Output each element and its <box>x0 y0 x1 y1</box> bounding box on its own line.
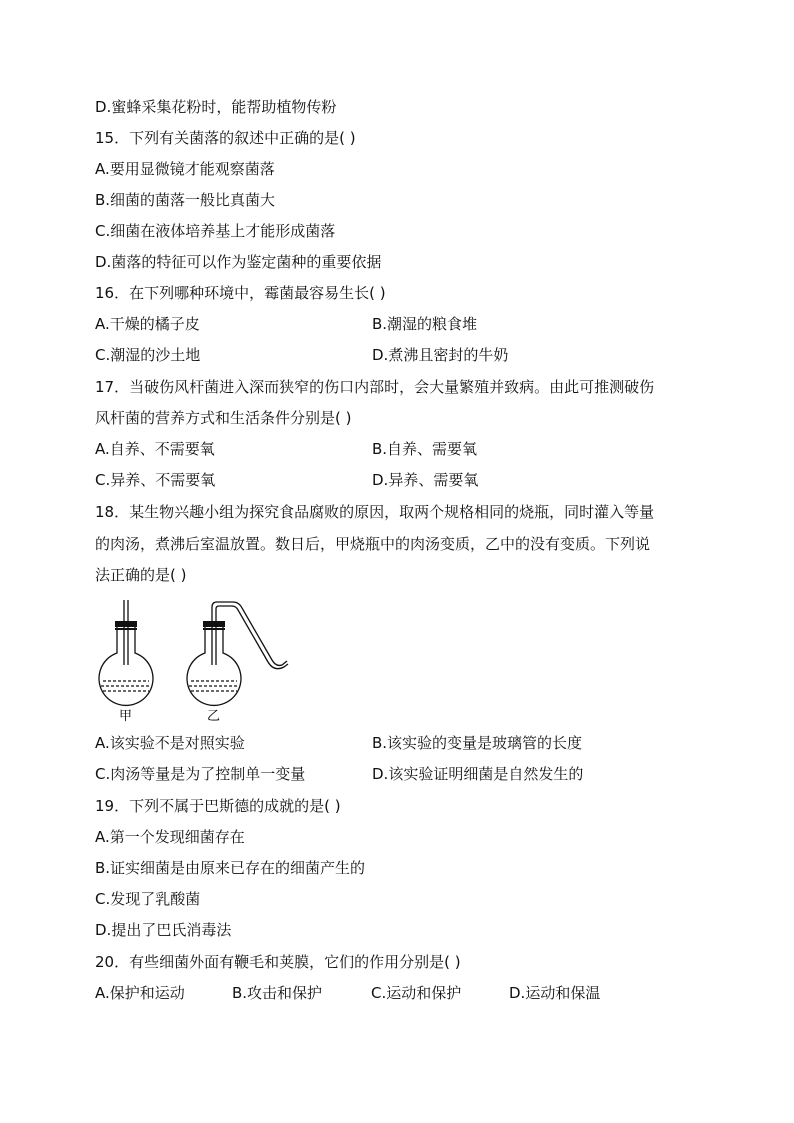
q17-stem-line1: 17．当破伤风杆菌进入深而狭窄的伤口内部时，会大量繁殖并致病。由此可推测破伤 <box>95 378 655 396</box>
q18-stem-line2: 的肉汤，煮沸后室温放置。数日后，甲烧瓶中的肉汤变质，乙中的没有变质。下列说 <box>95 535 651 553</box>
q17-option-b: B.自养、需要氧 <box>372 440 478 458</box>
q16-option-c: C.潮湿的沙土地 <box>95 346 201 364</box>
q15-option-c: C.细菌在液体培养基上才能形成菌落 <box>95 222 336 240</box>
q16-option-a: A.干燥的橘子皮 <box>95 315 200 333</box>
q15-option-d: D.菌落的特征可以作为鉴定菌种的重要依据 <box>95 253 382 271</box>
q18-option-b: B.该实验的变量是玻璃管的长度 <box>372 734 583 752</box>
q19-stem: 19．下列不属于巴斯德的成就的是( ) <box>95 797 341 815</box>
q19-option-a: A.第一个发现细菌存在 <box>95 828 245 846</box>
q18-options-row1 <box>95 733 715 753</box>
q16-options-row1 <box>95 314 715 334</box>
q20-option-b: B.攻击和保护 <box>232 984 323 1002</box>
flask-jia <box>99 600 153 705</box>
flask-yi <box>187 602 288 705</box>
q18-option-d: D.该实验证明细菌是自然发生的 <box>372 765 584 783</box>
q19-option-b: B.证实细菌是由原来已存在的细菌产生的 <box>95 859 366 877</box>
q18-option-a: A.该实验不是对照实验 <box>95 734 245 752</box>
q17-option-c: C.异养、不需要氧 <box>95 471 216 489</box>
q19-option-c: C.发现了乳酸菌 <box>95 890 201 908</box>
q20-option-a: A.保护和运动 <box>95 984 185 1002</box>
q19-option-d: D.提出了巴氏消毒法 <box>95 921 232 939</box>
q15-option-a: A.要用显微镜才能观察菌落 <box>95 160 275 178</box>
flask-label-jia: 甲 <box>119 709 133 724</box>
q16-option-b: B.潮湿的粮食堆 <box>372 315 478 333</box>
q14-option-d: D.蜜蜂采集花粉时，能帮助植物传粉 <box>95 98 337 116</box>
q20-stem: 20．有些细菌外面有鞭毛和荚膜，它们的作用分别是( ) <box>95 953 461 971</box>
q17-option-d: D.异养、需要氧 <box>372 471 479 489</box>
q17-option-a: A.自养、不需要氧 <box>95 440 215 458</box>
q17-options-row2 <box>95 470 715 490</box>
q17-stem-line2: 风杆菌的营养方式和生活条件分别是( ) <box>95 409 352 427</box>
q16-stem: 16．在下列哪种环境中，霉菌最容易生长( ) <box>95 284 386 302</box>
q20-option-d: D.运动和保温 <box>509 984 601 1002</box>
q15-stem: 15．下列有关菌落的叙述中正确的是( ) <box>95 129 356 147</box>
q20-option-c: C.运动和保护 <box>371 984 462 1002</box>
flask-label-yi: 乙 <box>207 709 221 724</box>
q16-option-d: D.煮沸且密封的牛奶 <box>372 346 509 364</box>
q18-options-row2 <box>95 764 715 784</box>
q18-stem-line3: 法正确的是( ) <box>95 566 187 584</box>
q17-options-row1 <box>95 439 715 459</box>
q16-options-row2 <box>95 345 715 365</box>
q15-option-b: B.细菌的菌落一般比真菌大 <box>95 191 276 209</box>
flask-experiment-figure <box>95 595 295 725</box>
q18-stem-line1: 18．某生物兴趣小组为探究食品腐败的原因，取两个规格相同的烧瓶，同时灌入等量 <box>95 503 655 521</box>
q18-option-c: C.肉汤等量是为了控制单一变量 <box>95 765 306 783</box>
